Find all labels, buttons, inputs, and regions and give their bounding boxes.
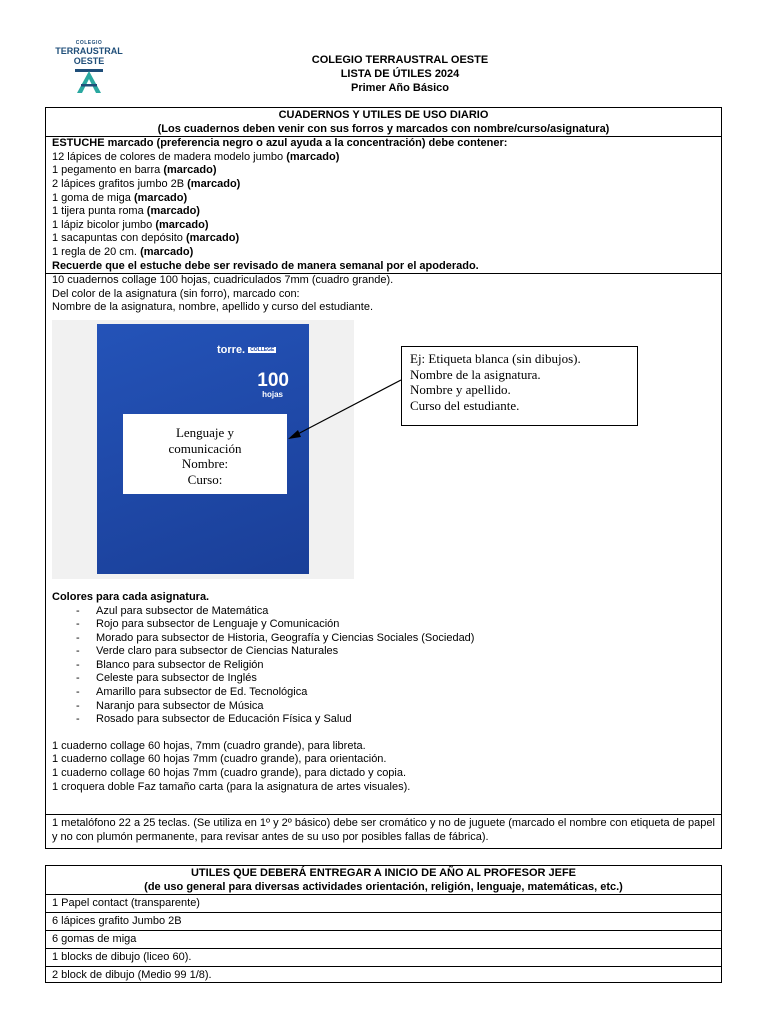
- color-item: - Blanco para subsector de Religión: [52, 659, 715, 673]
- logo-top-text: COLEGIO: [75, 40, 103, 46]
- color-item: - Verde claro para subsector de Ciencias Naturales: [52, 645, 715, 659]
- cuadernos-line: Del color de la asignatura (sin forro), marcado con:: [52, 287, 300, 300]
- color-item: - Morado para subsector de Historia, Geografía y Ciencias Sociales (Sociedad): [52, 632, 715, 646]
- notebook-brand: torre. COLLEGE: [217, 344, 275, 356]
- section2-subtitle: (de uso general para diversas actividades orientación, religión, lenguaje, matemáticas, etc.): [144, 880, 623, 893]
- daily-supplies-header: [46, 108, 721, 136]
- estuche-item: 1 sacapuntas con depósito (marcado): [52, 232, 240, 245]
- grade-title: Primer Año Básico: [350, 82, 449, 94]
- logo-line1: TERRAUSTRAL: [55, 46, 123, 56]
- section1-title: CUADERNOS Y UTILES DE USO DIARIO: [278, 109, 489, 121]
- estuche-note: Recuerde que el estuche debe ser revisado de manera semanal por el apoderado.: [52, 259, 479, 272]
- estuche-item: 1 regla de 20 cm. (marcado): [52, 245, 194, 258]
- extra-item: 1 cuaderno collage 60 hojas 7mm (cuadro grande), para orientación.: [52, 753, 387, 766]
- estuche-item: 2 lápices grafitos jumbo 2B (marcado): [52, 177, 241, 190]
- estuche-item: 12 lápices de colores de madera modelo jumbo (marcado): [52, 150, 340, 163]
- extra-item: 1 cuaderno collage 60 hojas 7mm (cuadro grande), para dictado y copia.: [52, 767, 407, 780]
- teacher-supply-item: 6 lápices grafito Jumbo 2B: [46, 912, 721, 930]
- color-item: - Celeste para subsector de Inglés: [52, 672, 715, 686]
- document-header: [200, 53, 600, 95]
- estuche-item: 1 goma de miga (marcado): [52, 191, 188, 204]
- section1-subtitle: (Los cuadernos deben venir con sus forros y marcados con nombre/curso/asignatura): [157, 122, 610, 135]
- teacher-supplies-table: [45, 865, 722, 983]
- teacher-supply-item: 6 gomas de miga: [46, 930, 721, 948]
- cuadernos-line: 10 cuadernos collage 100 hojas, cuadriculados 7mm (cuadro grande).: [52, 274, 394, 287]
- school-logo: [52, 40, 126, 102]
- estuche-item: 1 tijera punta roma (marcado): [52, 205, 200, 218]
- metalofono-row: [46, 814, 721, 844]
- label-example-callout: Ej: Etiqueta blanca (sin dibujos). Nombre de la asignatura. Nombre y apellido. Curso del estudiante.: [401, 346, 638, 426]
- teacher-supply-item: 1 Papel contact (transparente): [46, 894, 721, 912]
- colors-list: [52, 605, 715, 727]
- section2-title: UTILES QUE DEBERÁ ENTREGAR A INICIO DE AÑO AL PROFESOR JEFE: [190, 867, 577, 879]
- color-item: - Azul para subsector de Matemática: [52, 605, 715, 619]
- logo-line2: OESTE: [73, 56, 105, 66]
- color-item: - Rosado para subsector de Educación Física y Salud: [52, 713, 715, 727]
- notebook-image: [52, 320, 354, 579]
- color-item: - Amarillo para subsector de Ed. Tecnológica: [52, 686, 715, 700]
- list-title: LISTA DE ÚTILES 2024: [340, 68, 460, 80]
- metalofono-text: 1 metalófono 22 a 25 teclas. (Se utiliza en 1º y 2º básico) debe ser cromático y no de juguete (marcado el nombre con etiqueta de papel y no con plumón permanente, para revisar antes de su uso por posibles fallas de fábrica).: [52, 817, 715, 843]
- color-item: - Rojo para subsector de Lenguaje y Comunicación: [52, 618, 715, 632]
- notebook-label: Lenguaje y comunicación Nombre: Curso:: [123, 414, 287, 494]
- estuche-item: 1 pegamento en barra (marcado): [52, 164, 217, 177]
- notebook-cover: [97, 324, 309, 574]
- extra-item: 1 croquera doble Faz tamaño carta (para la asignatura de artes visuales).: [52, 780, 411, 793]
- extra-item: 1 cuaderno collage 60 hojas, 7mm (cuadro grande), para libreta.: [52, 739, 366, 752]
- cuadernos-line: Nombre de la asignatura, nombre, apellido y curso del estudiante.: [52, 301, 374, 314]
- estuche-item: 1 lápiz bicolor jumbo (marcado): [52, 218, 209, 231]
- color-item: - Naranjo para subsector de Música: [52, 700, 715, 714]
- colors-title: Colores para cada asignatura.: [52, 590, 210, 603]
- notebook-pages: 100: [257, 370, 289, 391]
- school-name: COLEGIO TERRAUSTRAL OESTE: [311, 54, 489, 66]
- notebook-pages-word: hojas: [262, 390, 283, 399]
- estuche-title: ESTUCHE marcado (preferencia negro o azul ayuda a la concentración) debe contener:: [52, 137, 508, 150]
- teacher-supply-item: 2 block de dibujo (Medio 99 1/8).: [46, 966, 721, 984]
- teacher-supply-item: 1 blocks de dibujo (liceo 60).: [46, 948, 721, 966]
- teacher-supplies-header: [46, 866, 721, 894]
- logo-emblem-icon: [69, 66, 109, 94]
- estuche-row: [46, 136, 721, 273]
